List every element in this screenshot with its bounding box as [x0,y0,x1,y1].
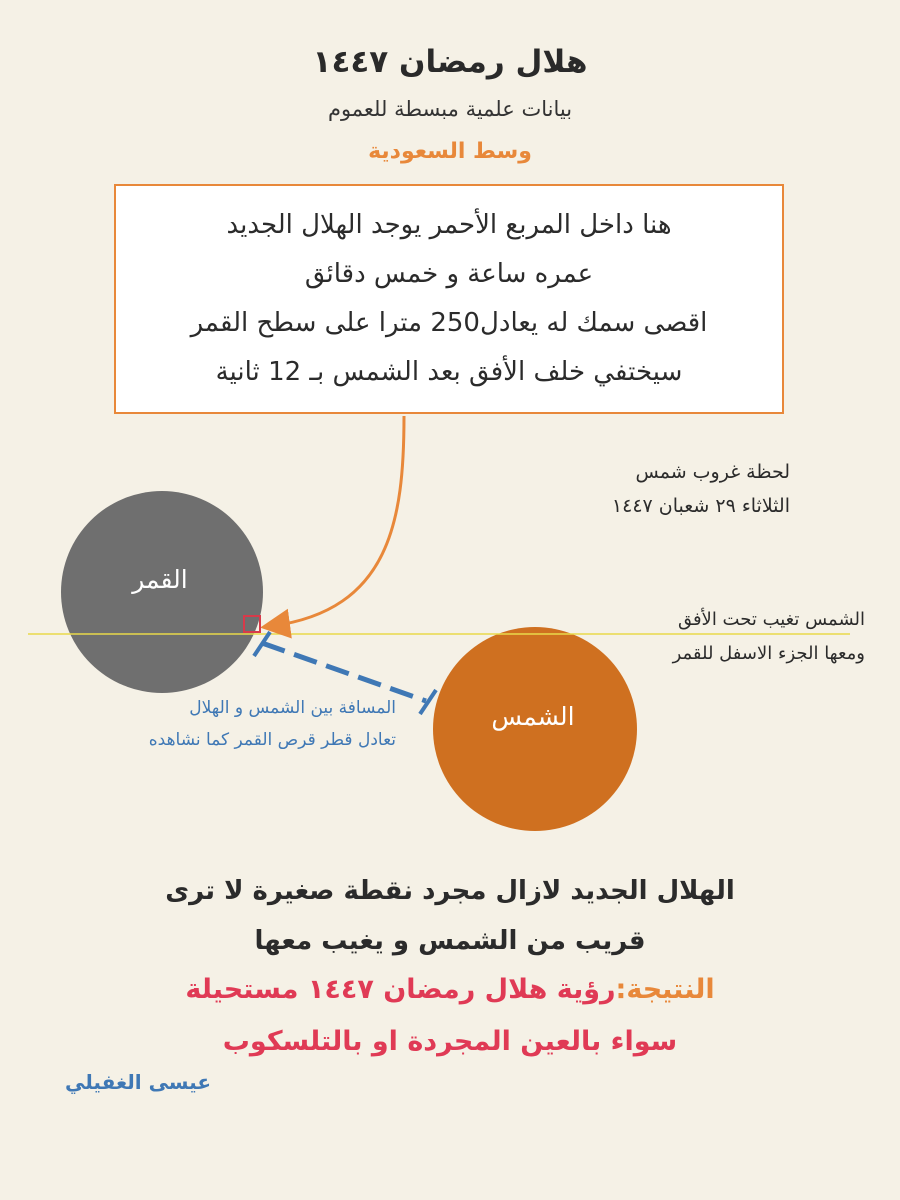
horizon-note [673,603,865,671]
author-signature: عيسى الغفيلي [65,1070,211,1094]
pointer-arrow [272,416,404,626]
result-line-2: سواء بالعين المجردة او بالتلسكوب [222,1026,678,1057]
moon-label: القمر [132,565,188,594]
info-line-2: عمره ساعة و خمس دقائق [304,259,594,289]
sunset-note-line-1: لحظة غروب شمس [635,461,790,483]
result-text: رؤية هلال رمضان ١٤٤٧ مستحيلة [185,974,616,1005]
horizon-note-line-1: الشمس تغيب تحت الأفق [677,609,865,630]
page-subtitle: بيانات علمية مبسطة للعموم [327,97,573,121]
distance-note [96,692,396,756]
distance-note-line-1: المسافة بين الشمس و الهلال [189,698,396,718]
info-line-3: اقصى سمك له يعادل250 مترا على سطح القمر [190,308,708,338]
info-line-1: هنا داخل المربع الأحمر يوجد الهلال الجديد [226,210,672,240]
horizon-note-line-2: ومعها الجزء الاسفل للقمر [672,643,865,664]
page-title: هلال رمضان ١٤٤٧ [312,44,588,80]
region-label: وسط السعودية [368,139,532,164]
conclusion-line-2: قريب من الشمس و يغيب معها [254,926,646,956]
result-prefix: النتيجة: [615,974,715,1005]
sunset-note-line-2: الثلاثاء ٢٩ شعبان ١٤٤٧ [611,495,790,517]
conclusion-line-1: الهلال الجديد لازال مجرد نقطة صغيرة لا ترى [165,876,735,906]
info-line-4: سيختفي خلف الأفق بعد الشمس بـ 12 ثانية [215,357,683,387]
sunset-note [612,455,790,523]
distance-note-line-2: تعادل قطر قرص القمر كما نشاهده [148,730,396,750]
sun-label: الشمس [491,702,575,731]
result-line-1 [0,965,900,1015]
